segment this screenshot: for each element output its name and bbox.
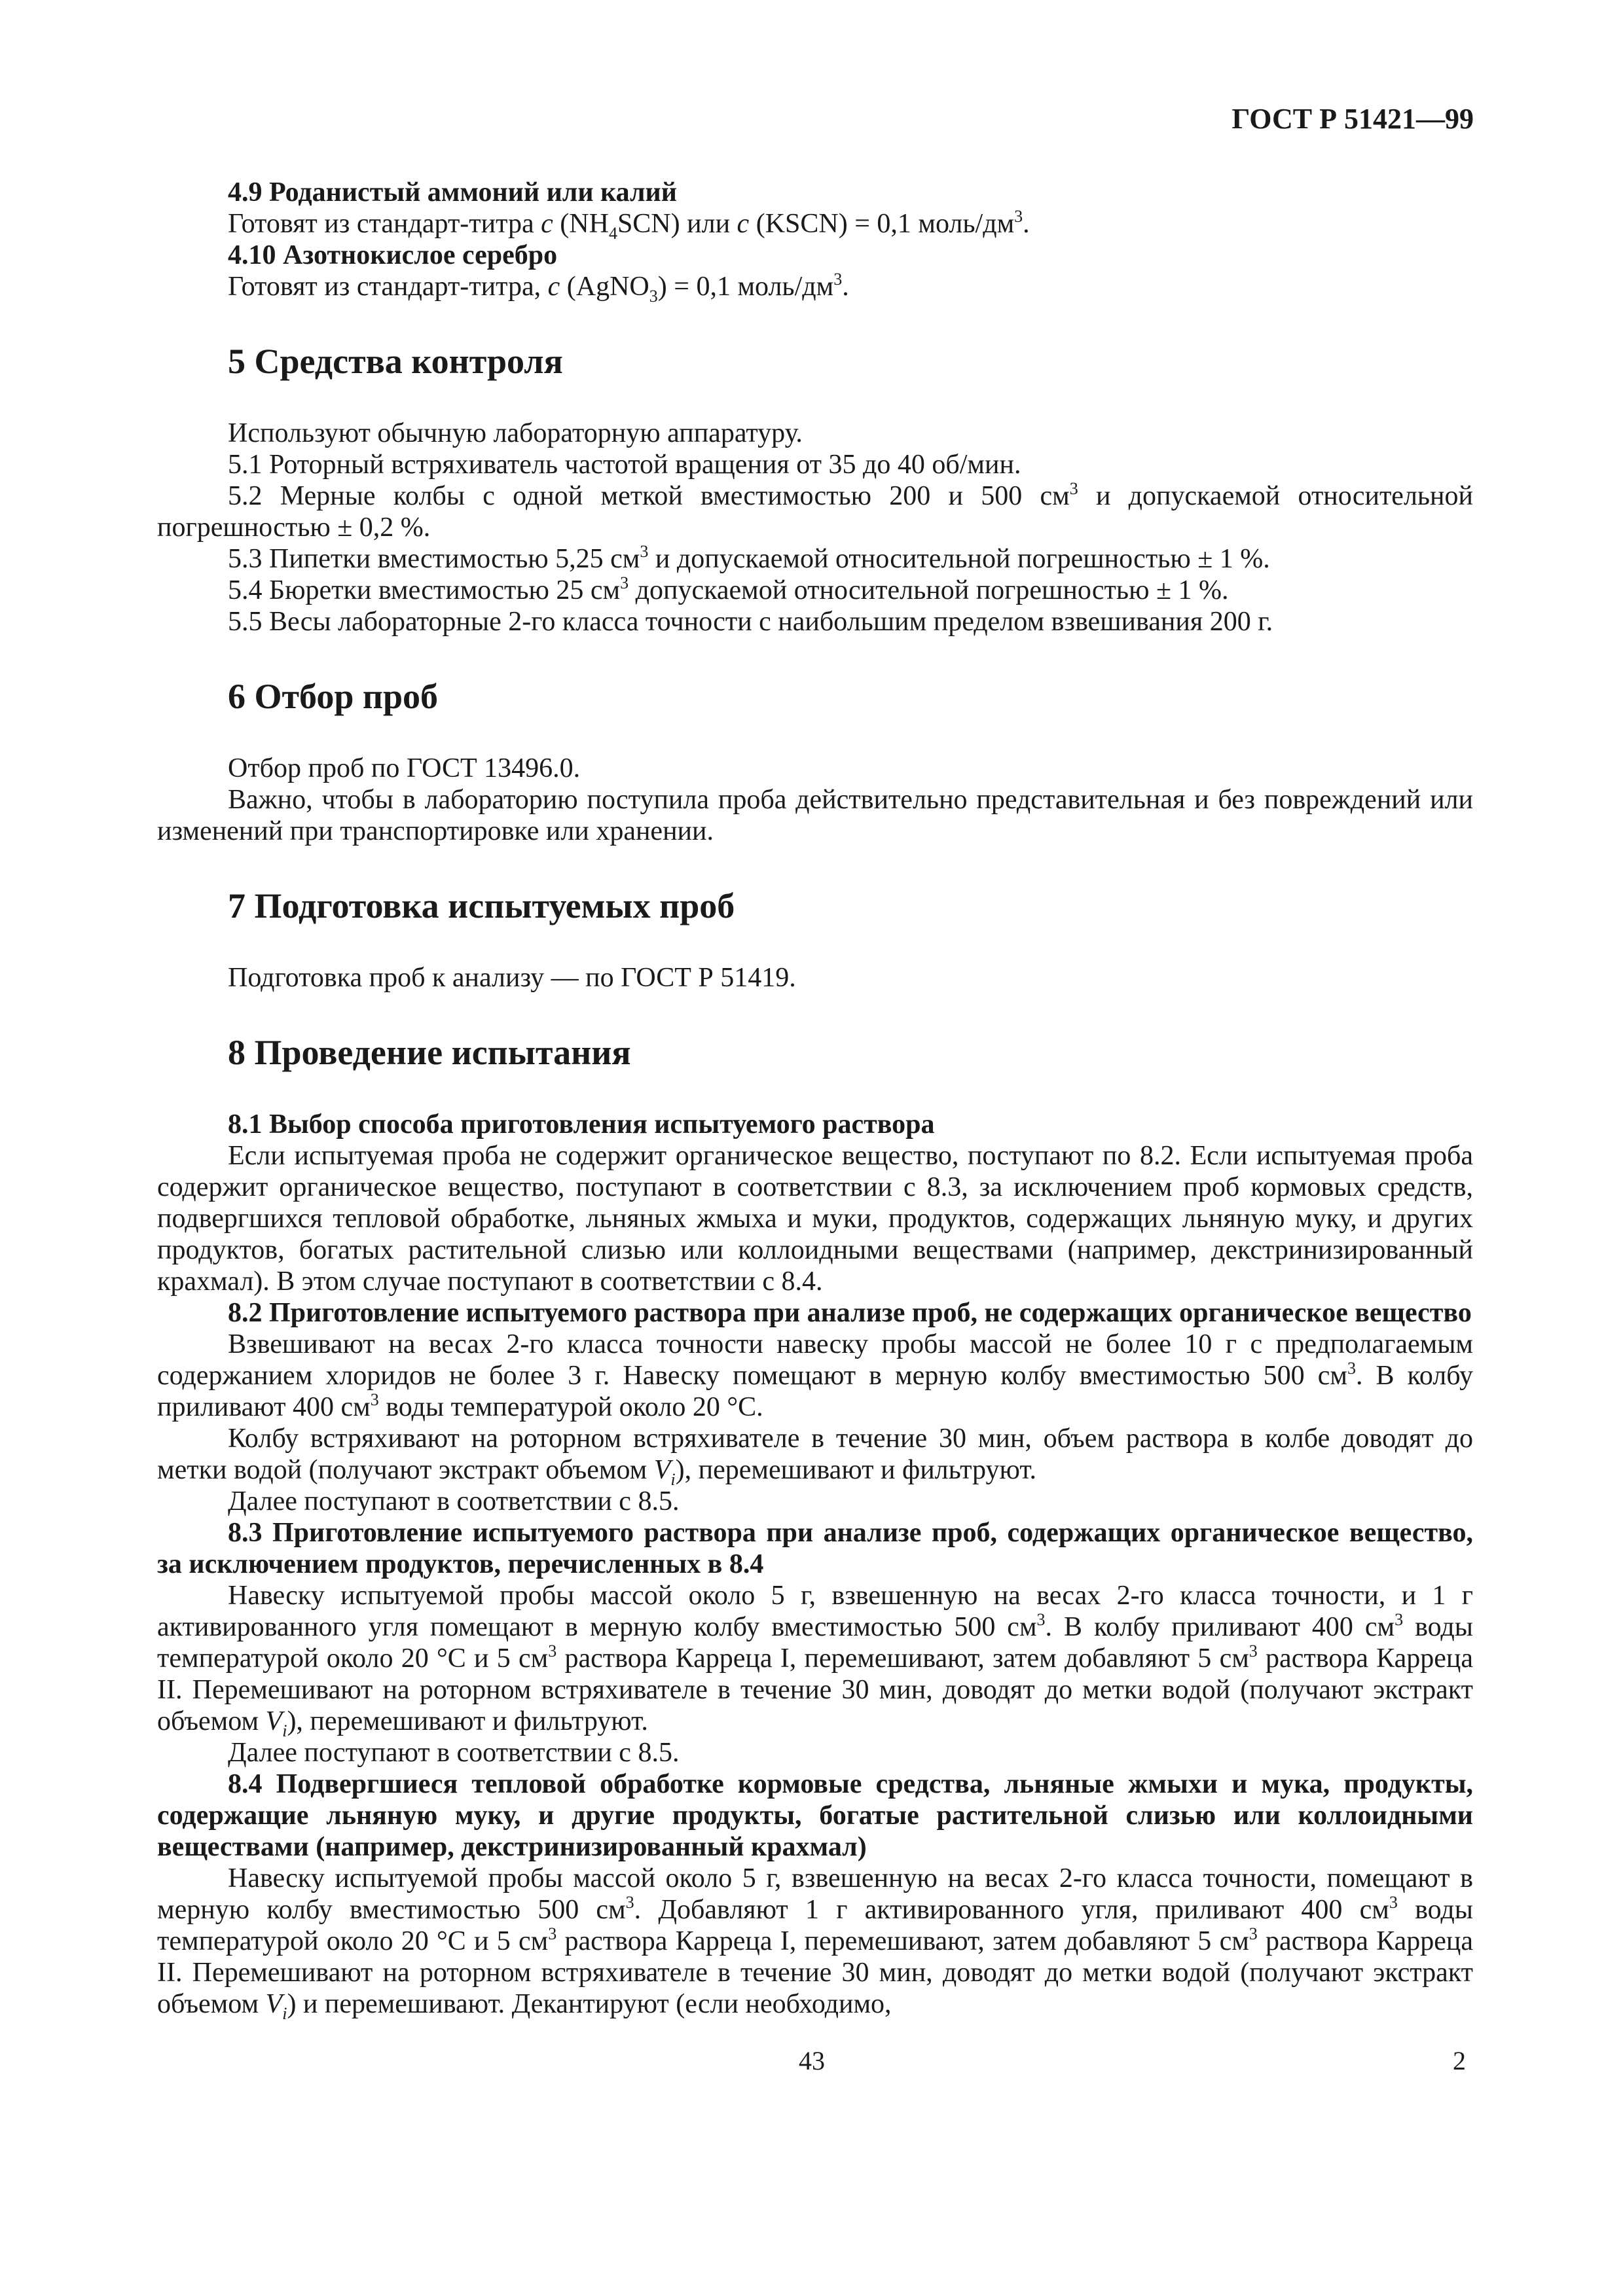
item-8-2-title: 8.2 Приготовление испытуемого раствора при анализе проб, не содержащих органическое вещество	[228, 1298, 1472, 1328]
page-number-center: 43	[799, 2046, 825, 2075]
item-8-1-title: 8.1 Выбор способа приготовления испытуемого раствора	[228, 1109, 935, 1139]
item-4-10-text: Готовят из стандарт-титра, c (AgNO$_3$) = 0,1 моль/$дм^3$.	[228, 270, 849, 306]
document-header: ГОСТ Р 51421—99	[1231, 103, 1474, 135]
section-5-intro: Используют обычную лабораторную аппаратуру.	[228, 418, 803, 448]
item-5-3: 5.3 Пипетки вместимостью 5,25 $см^3$ и допускаемой относительной погрешностью ± 1 %.	[228, 542, 1270, 574]
item-8-3-text-b: Далее поступают в соответствии с 8.5.	[228, 1738, 680, 1768]
page-number-right: 2	[1453, 2046, 1466, 2075]
item-4-10-title: 4.10 Азотнокислое серебро	[228, 240, 558, 270]
item-8-3-text-a: Навеску испытуемой пробы массой около 5 г, взвешенную на весах 2-го класса точности, и 1 г активированного угля помещают в мерную колбу вместимостью 500 $см^3$. В колбу приливают 400 $см^3$ воды температурой около 20 °C и 5 $см^3$ раствора Карреца I, перемешивают, затем добавляют 5 $см^3$ раствора Карреца II. Перемешивают на роторном встряхивателе в течение 30 мин, доводят до метки водой (получают экстракт объемом $V_i$), перемешивают и фильтруют.	[157, 1581, 1474, 1740]
item-5-5: 5.5 Весы лабораторные 2-го класса точности с наибольшим пределом взвешивания 200 г.	[228, 607, 1273, 637]
item-5-2: 5.2 Мерные колбы с одной меткой вместимостью 200 и 500 $см^3$ и допускаемой относительной погрешностью ± 0,2 %.	[157, 479, 1474, 543]
section-7-heading: 7 Подготовка испытуемых проб	[228, 886, 735, 925]
section-6-p1: Отбор проб по ГОСТ 13496.0.	[228, 753, 581, 783]
document-body	[157, 177, 1474, 2023]
item-5-4: 5.4 Бюретки вместимостью 25 $см^3$ допускаемой относительной погрешностью ± 1 %.	[228, 573, 1229, 605]
section-6-heading: 6 Отбор проб	[228, 677, 438, 716]
item-8-2-text-b: Колбу встряхивают на роторном встряхивателе в течение 30 мин, объем раствора в колбе доводят до метки водой (получают экстракт объемом $V_i$), перемешивают и фильтруют.	[157, 1424, 1473, 1489]
item-4-9-title: 4.9 Роданистый аммоний или калий	[228, 177, 677, 207]
item-8-1-text: Если испытуемая проба не содержит органическое вещество, поступают по 8.2. Если испытуемая проба содержит органическое вещество, поступают в соответствии с 8.3, за исключением проб кормовых средств, подвергшихся тепловой обработке, льняных жмыха и муки, продуктов, содержащих льняную муку, и других продуктов, богатых растительной слизью или коллоидными веществами (например, декстринизированный крахмал). В этом случае поступают в соответствии с 8.4.	[157, 1141, 1473, 1297]
section-6-p2: Важно, чтобы в лабораторию поступила проба действительно представительная и без повреждений или изменений при транспортировке или хранении.	[157, 785, 1473, 846]
item-8-3-title: 8.3 Приготовление испытуемого раствора при анализе проб, содержащих органическое вещество, за исключением продуктов, перечисленных в 8.4	[157, 1518, 1473, 1579]
section-5-heading: 5 Средства контроля	[228, 342, 563, 381]
section-7-p1: Подготовка проб к анализу — по ГОСТ Р 51419.	[228, 963, 796, 993]
section-8-heading: 8 Проведение испытания	[228, 1033, 631, 1072]
item-8-4-title: 8.4 Подвергшиеся тепловой обработке кормовые средства, льняные жмыхи и мука, продукты, содержащие льняную муку, и другие продукты, богатые растительной слизью или коллоидными веществами (например, декстринизированный крахмал)	[157, 1769, 1473, 1862]
item-4-9-text: Готовят из стандарт-титра c $(NH_4SCN)$ или c (KSCN) = 0,1 моль/$дм^3$.	[228, 207, 1030, 243]
item-8-2-text-a: Взвешивают на весах 2-го класса точности навеску пробы массой не более 10 г с предполагаемым содержанием хлоридов не более 3 г. Навеску помещают в мерную колбу вместимостью 500 $см^3$. В колбу приливают 400 $см^3$ воды температурой около 20 °C.	[157, 1329, 1473, 1422]
item-8-2-text-c: Далее поступают в соответствии с 8.5.	[228, 1486, 680, 1516]
item-5-1: 5.1 Роторный встряхиватель частотой вращения от 35 до 40 об/мин.	[228, 450, 1021, 480]
item-8-4-text: Навеску испытуемой пробы массой около 5 г, взвешенную на весах 2-го класса точности, помещают в мерную колбу вместимостью 500 $см^3$. Добавляют 1 г активированного угля, приливают 400 $см^3$ воды температурой около 20 °C и 5 $см^3$ раствора Карреца I, перемешивают, затем добавляют 5 $см^3$ раствора Карреца II. Перемешивают на роторном встряхивателе в течение 30 мин, доводят до метки водой (получают экстракт объемом $V_i$) и перемешивают. Декантируют (если необходимо,	[157, 1863, 1473, 2023]
